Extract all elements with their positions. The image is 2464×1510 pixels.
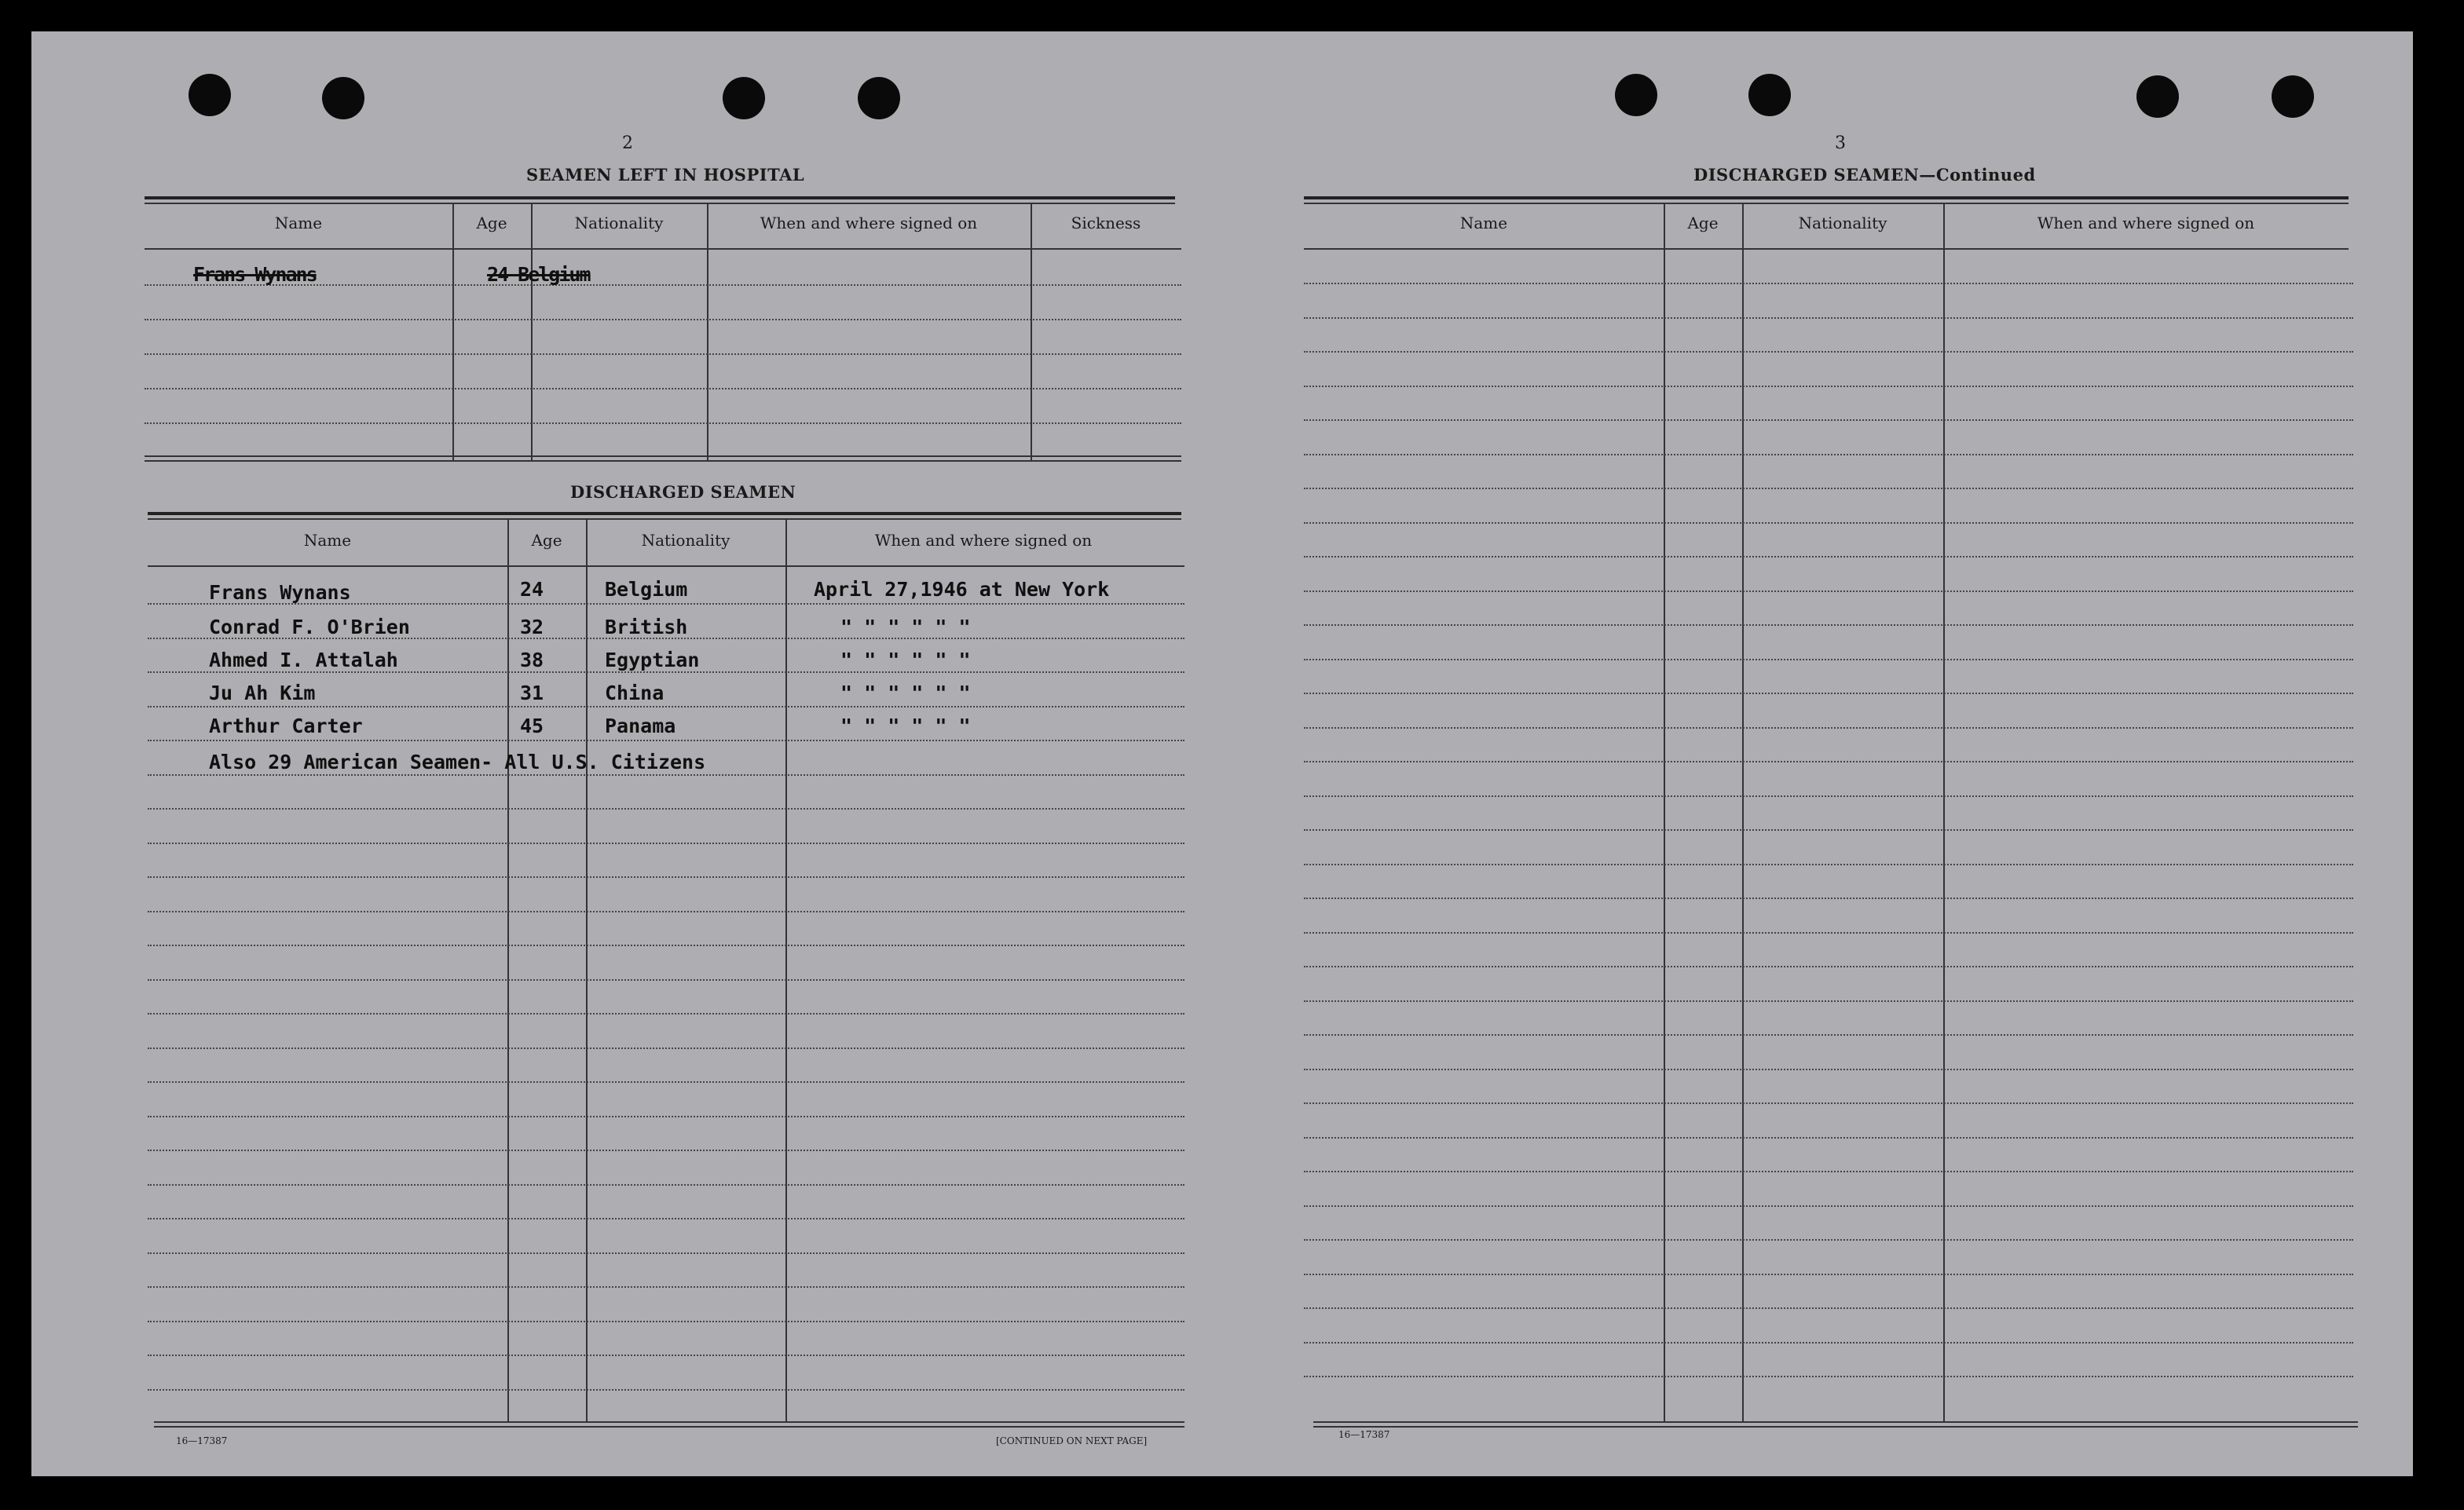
column-header-sickness: Sickness xyxy=(1071,214,1141,232)
discharged-continued-title: DISCHARGED SEAMEN—Continued xyxy=(1693,165,2036,185)
header-divider xyxy=(145,248,1181,250)
row-line xyxy=(1304,864,2353,865)
row-line xyxy=(1304,1205,2353,1207)
discharged-section-title: DISCHARGED SEAMEN xyxy=(570,482,796,502)
seaman-nationality: British xyxy=(605,616,688,638)
row-line xyxy=(148,1047,1184,1049)
seaman-signed-on: " " " " " " xyxy=(840,616,971,638)
seaman-name: Arthur Carter xyxy=(209,715,363,737)
row-line xyxy=(1304,795,2353,797)
hospital-section-title: SEAMEN LEFT IN HOSPITAL xyxy=(526,165,805,185)
row-line xyxy=(148,945,1184,946)
row-line xyxy=(1304,761,2353,762)
row-line xyxy=(1304,556,2353,558)
row-line xyxy=(148,740,1184,741)
struck-out-age-nationality: 24 Belgium xyxy=(487,263,590,286)
column-header-signed-on: When and where signed on xyxy=(874,531,1093,550)
divider xyxy=(145,460,1181,462)
seaman-signed-on: " " " " " " xyxy=(840,649,971,671)
row-line xyxy=(145,319,1181,320)
row-line xyxy=(1304,317,2353,319)
column-header-age: Age xyxy=(476,214,507,232)
seaman-name: Ahmed I. Attalah xyxy=(209,649,398,671)
row-line xyxy=(148,671,1184,673)
row-line xyxy=(148,1355,1184,1356)
row-line xyxy=(1304,966,2353,967)
row-line xyxy=(1304,1171,2353,1172)
row-line xyxy=(1304,283,2353,284)
page-number: 2 xyxy=(622,133,633,153)
row-line xyxy=(148,843,1184,844)
row-line xyxy=(148,1321,1184,1322)
row-line xyxy=(148,1389,1184,1391)
continued-note: [CONTINUED ON NEXT PAGE] xyxy=(996,1435,1148,1446)
row-line xyxy=(148,1286,1184,1288)
column-header-nationality: Nationality xyxy=(574,214,664,232)
divider xyxy=(148,518,1181,520)
header-divider xyxy=(148,565,1184,567)
row-line xyxy=(145,388,1181,389)
column-header-name: Name xyxy=(1459,214,1508,232)
row-line xyxy=(1304,1000,2353,1002)
row-line xyxy=(148,1081,1184,1083)
header-divider xyxy=(1304,248,2349,250)
row-line xyxy=(148,1252,1184,1254)
row-line xyxy=(1304,1307,2353,1309)
row-line xyxy=(1304,488,2353,489)
seaman-signed-on: " " " " " " xyxy=(840,682,971,704)
column-header-age: Age xyxy=(1687,214,1719,232)
seaman-nationality: Belgium xyxy=(605,578,688,601)
left-page xyxy=(110,63,1194,1476)
seaman-signed-on: " " " " " " xyxy=(840,715,971,737)
row-line xyxy=(148,1218,1184,1219)
seaman-name: Ju Ah Kim xyxy=(209,682,316,704)
column-header-age: Age xyxy=(531,531,562,550)
row-line xyxy=(148,911,1184,912)
document-sheet xyxy=(31,31,2413,1476)
seaman-age: 45 xyxy=(520,715,544,737)
row-line xyxy=(148,876,1184,878)
row-line xyxy=(1304,590,2353,592)
form-number: 16—17387 xyxy=(176,1435,228,1446)
seaman-signed-on: April 27,1946 at New York xyxy=(814,578,1110,601)
row-line xyxy=(1304,1239,2353,1241)
struck-out-name: Frans Wynans xyxy=(193,263,317,286)
seaman-name: Conrad F. O'Brien xyxy=(209,616,410,638)
divider xyxy=(1304,196,2349,199)
row-line xyxy=(1304,1274,2353,1275)
column-header-signed-on: When and where signed on xyxy=(2037,214,2255,232)
form-number: 16—17387 xyxy=(1338,1429,1390,1440)
row-line xyxy=(1304,1034,2353,1036)
row-line xyxy=(1304,898,2353,899)
row-line xyxy=(1304,454,2353,455)
seaman-age: 31 xyxy=(520,682,544,704)
page-number: 3 xyxy=(1835,133,1846,153)
seaman-nationality: Panama xyxy=(605,715,676,737)
divider xyxy=(145,203,1175,204)
column-header-name: Name xyxy=(274,214,323,232)
american-seamen-note: Also 29 American Seamen- All U.S. Citizens xyxy=(209,751,706,773)
seaman-age: 38 xyxy=(520,649,544,671)
row-line xyxy=(145,422,1181,424)
row-line xyxy=(1304,522,2353,524)
row-line xyxy=(148,774,1184,776)
row-line xyxy=(1304,624,2353,626)
row-line xyxy=(1304,1376,2353,1377)
row-line xyxy=(1304,659,2353,660)
row-line xyxy=(148,808,1184,810)
column-header-nationality: Nationality xyxy=(1798,214,1887,232)
row-line xyxy=(1304,419,2353,421)
row-line xyxy=(1304,829,2353,831)
divider xyxy=(148,512,1181,515)
seaman-nationality: Egyptian xyxy=(605,649,700,671)
column-header-nationality: Nationality xyxy=(641,531,730,550)
right-page xyxy=(1304,63,2388,1476)
seaman-age: 24 xyxy=(520,578,544,601)
row-line xyxy=(1304,1342,2353,1344)
row-line xyxy=(1304,351,2353,353)
divider xyxy=(154,1421,1184,1423)
divider xyxy=(154,1426,1184,1428)
row-line xyxy=(1304,1069,2353,1070)
row-line xyxy=(148,979,1184,981)
column-header-signed-on: When and where signed on xyxy=(760,214,978,232)
row-line xyxy=(148,1116,1184,1117)
row-line xyxy=(148,706,1184,707)
divider xyxy=(145,455,1181,457)
row-line xyxy=(1304,932,2353,934)
row-line xyxy=(148,1150,1184,1151)
row-line xyxy=(1304,727,2353,729)
divider xyxy=(1313,1426,2358,1428)
seaman-age: 32 xyxy=(520,616,544,638)
divider xyxy=(145,196,1175,199)
seaman-name: Frans Wynans xyxy=(209,581,351,604)
row-line xyxy=(1304,1102,2353,1104)
divider xyxy=(1304,203,2349,204)
row-line xyxy=(1304,386,2353,387)
row-line xyxy=(1304,1137,2353,1139)
column-header-name: Name xyxy=(303,531,352,550)
row-line xyxy=(1304,693,2353,694)
row-line xyxy=(145,353,1181,355)
row-line xyxy=(148,1184,1184,1186)
divider xyxy=(1313,1421,2358,1423)
seaman-nationality: China xyxy=(605,682,665,704)
row-line xyxy=(148,1013,1184,1015)
